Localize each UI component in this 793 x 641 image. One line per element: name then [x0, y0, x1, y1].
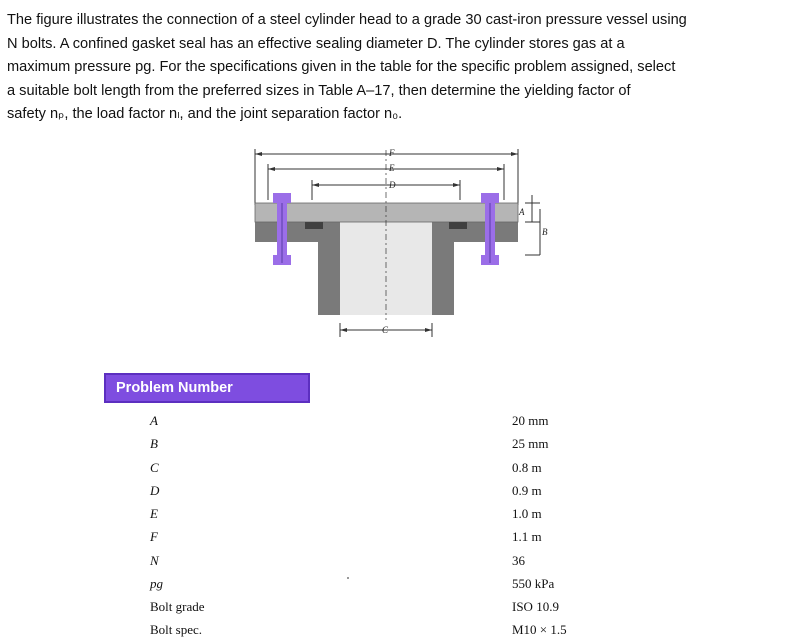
spec-value: 0.9 m: [512, 483, 542, 498]
spec-label: A: [150, 413, 158, 428]
dim-label-b: B: [542, 227, 548, 237]
cylinder-head-diagram: [240, 145, 560, 345]
spec-label: F: [150, 529, 158, 544]
spec-label: B: [150, 436, 158, 451]
spec-value: ISO 10.9: [512, 599, 559, 614]
problem-number-header: Problem Number: [104, 373, 310, 403]
problem-line: a suitable bolt length from the preferred sizes in Table A–17, then determine the yielding factor of: [7, 82, 631, 99]
spec-value: 0.8 m: [512, 460, 542, 475]
spec-label: C: [150, 460, 159, 475]
dim-label-d: D: [389, 180, 396, 190]
gasket: [449, 222, 467, 229]
problem-line: The figure illustrates the connection of a steel cylinder head to a grade 30 cast-iron pressure vessel using: [7, 12, 687, 28]
spec-label: Bolt spec.: [150, 622, 202, 637]
spec-label: Bolt grade: [150, 599, 205, 614]
dim-label-a: A: [519, 207, 525, 217]
spec-label: N: [150, 553, 159, 568]
gasket: [305, 222, 323, 229]
spec-value: 25 mm: [512, 436, 549, 451]
dim-label-f: F: [389, 148, 395, 158]
spec-value: 1.0 m: [512, 506, 542, 521]
spec-label: pg: [150, 576, 163, 591]
spec-label: E: [150, 506, 158, 521]
spec-value: 550 kPa: [512, 576, 555, 591]
cast-iron-vessel: [255, 222, 518, 315]
dim-label-e: E: [389, 163, 395, 173]
spec-value: 36: [512, 553, 525, 568]
steel-cylinder-head: [255, 203, 518, 222]
problem-line: safety nₚ, the load factor nₗ, and the joint separation factor n₀.: [7, 106, 403, 123]
spec-value: 20 mm: [512, 413, 549, 428]
problem-line: maximum pressure pg. For the specifications given in the table for the specific problem assigned, select: [7, 59, 676, 76]
problem-statement: [7, 9, 787, 127]
problem-line: N bolts. A confined gasket seal has an effective sealing diameter D. The cylinder stores gas at a: [7, 35, 625, 52]
dim-label-c: C: [382, 325, 389, 335]
spec-value: M10 × 1.5: [512, 622, 567, 637]
stray-dot: [347, 577, 349, 579]
spec-value: 1.1 m: [512, 529, 542, 544]
spec-label: D: [150, 483, 160, 498]
